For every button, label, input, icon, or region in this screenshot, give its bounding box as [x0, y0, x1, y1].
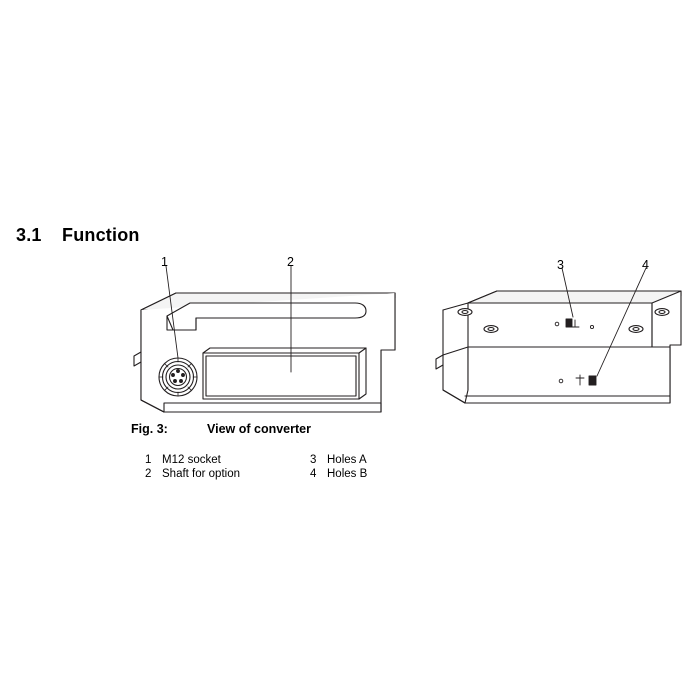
figure-caption-label: Fig. 3: — [131, 422, 168, 436]
section-title: Function — [62, 225, 140, 245]
legend-item-4 — [310, 467, 475, 481]
legend-value: Holes A — [327, 454, 367, 466]
figure-caption-text: View of converter — [207, 422, 311, 436]
callout-4: 4 — [642, 258, 649, 272]
callout-2: 2 — [287, 255, 294, 269]
figure-caption — [131, 422, 311, 436]
figure-legend — [145, 453, 475, 481]
legend-key: 2 — [145, 468, 152, 480]
figure-callouts — [110, 250, 690, 430]
legend-value: Shaft for option — [162, 468, 240, 480]
section-number: 3.1 — [16, 225, 42, 245]
legend-item-1 — [145, 453, 310, 467]
legend-key: 4 — [310, 468, 317, 480]
legend-item-2 — [145, 467, 310, 481]
legend-value: M12 socket — [162, 454, 221, 466]
legend-key: 1 — [145, 454, 152, 466]
legend-value: Holes B — [327, 468, 368, 480]
legend-item-3 — [310, 453, 475, 467]
legend-row — [145, 467, 475, 481]
legend-row — [145, 453, 475, 467]
callout-1: 1 — [161, 255, 168, 269]
section-heading — [16, 225, 140, 246]
callout-3: 3 — [557, 258, 564, 272]
legend-key: 3 — [310, 454, 317, 466]
